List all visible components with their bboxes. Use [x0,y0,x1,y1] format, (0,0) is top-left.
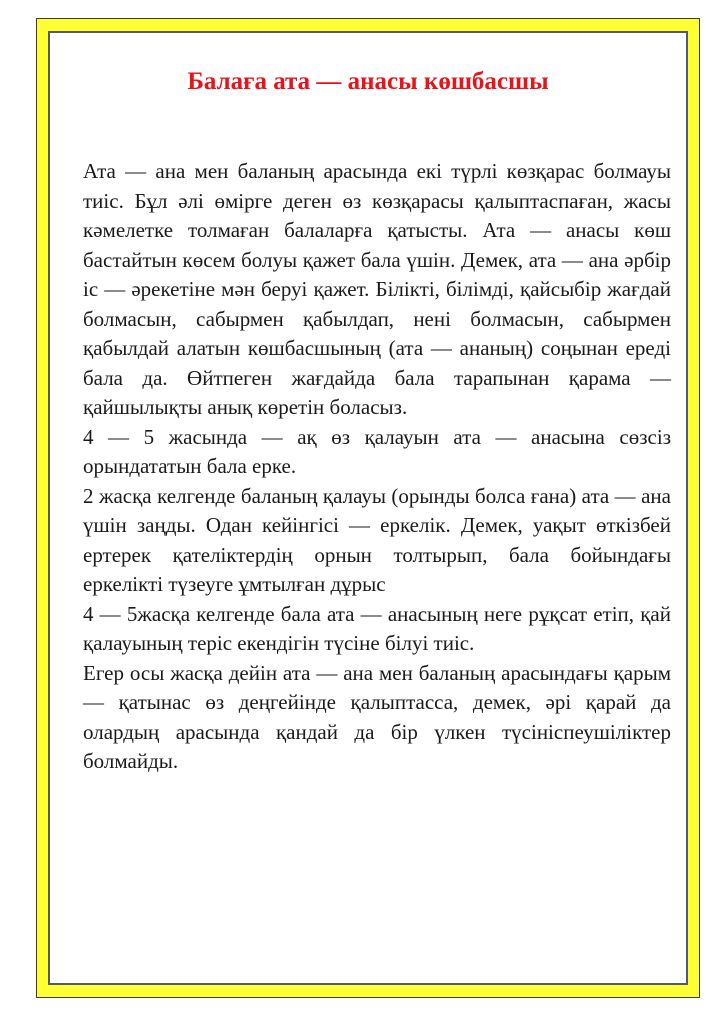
content-panel [48,31,688,985]
paragraph: 4 — 5 жасында — ақ өз қалауын ата — анасына сөзсіз орындататын бала ерке. [83,424,671,478]
page-title: Балаға ата — анасы көшбасшы [187,68,549,95]
paragraph: Ата — ана мен баланың арасында екі түрлі көзқарас болмауы тиіс. Бұл әлі өмірге деген өз көзқарасы қалыптаспаған, жасы кәмелетке толмаған балаларға қатысты. Ата — анасы көш бастайтын көсем болуы қажет бала үшін. Демек, ата — ана әрбір іс — әрекетіне мән беруі қажет. Білікті, білімді, қайсыбір жағдай болмасын, сабырмен қабылдап, нені болмасын, сабырмен қабылдай алатын көшбасшының (ата — ананың) соңынан ереді бала да. Өйтпеген жағдайда бала тарапынан қарама — қайшылықты анық көретін боласыз. [83,159,671,419]
paragraph: Егер осы жасқа дейін ата — ана мен баланың арасындағы қарым — қатынас өз деңгейінде қалыптасса, демек, әрі қарай да олардың арасында қандай да бір үлкен түсініспеушіліктер болмайды. [83,660,671,773]
article-body [83,157,671,777]
paragraph: 4 — 5жасқа келгенде бала ата — анасының неге рұқсат етіп, қай қалауының теріс екендігін түсіне білуі тиіс. [83,601,671,655]
paragraph: 2 жасқа келгенде баланың қалауы (орынды болса ғана) ата — ана үшін заңды. Одан кейінгісі — еркелік. Демек, уақыт өткізбей ертерек қателіктердің орнын толтырып, бала бойындағы еркелікті түзеуге ұмтылған дұрыс [83,483,671,596]
page-border [36,18,700,998]
